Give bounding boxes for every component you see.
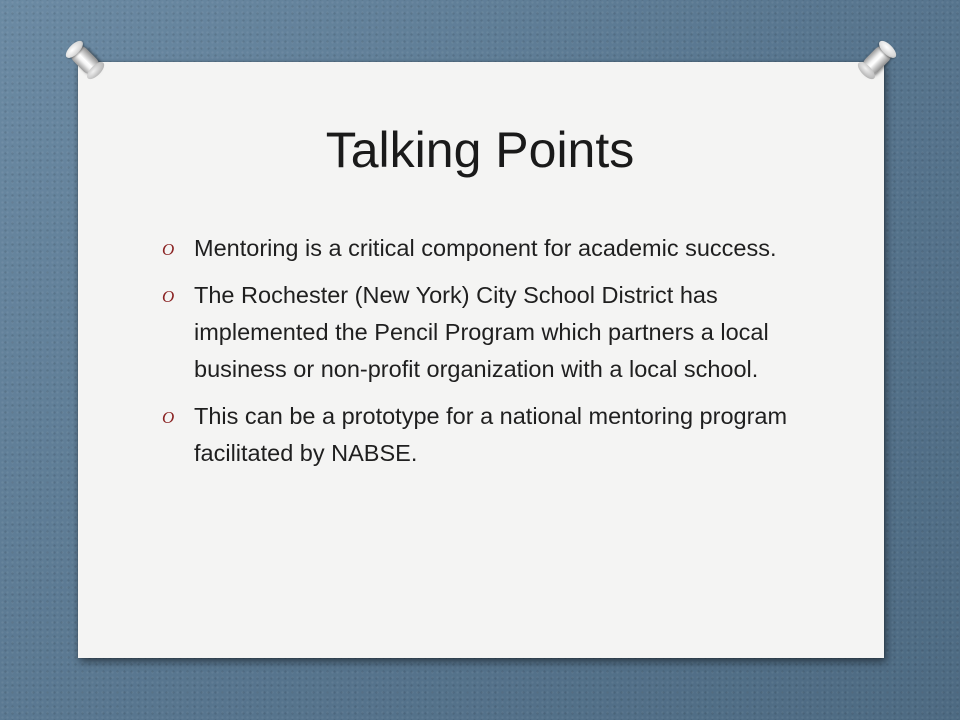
bullet-item [162,398,822,472]
bullet-item [162,230,822,267]
bullet-marker-icon: O [162,408,175,427]
bullet-marker-icon: O [162,240,175,259]
bullet-text: Mentoring is a critical component for academic success. [194,235,777,261]
slide-title: Talking Points [325,122,635,178]
bullet-text: The Rochester (New York) City School District has implemented the Pencil Program which partners a local business or non-profit organization with a local school. [194,282,769,382]
bullet-text: This can be a prototype for a national mentoring program facilitated by NABSE. [194,403,788,466]
bullet-list [162,230,822,482]
bullet-item [162,277,822,388]
bullet-marker-icon: O [162,287,175,306]
